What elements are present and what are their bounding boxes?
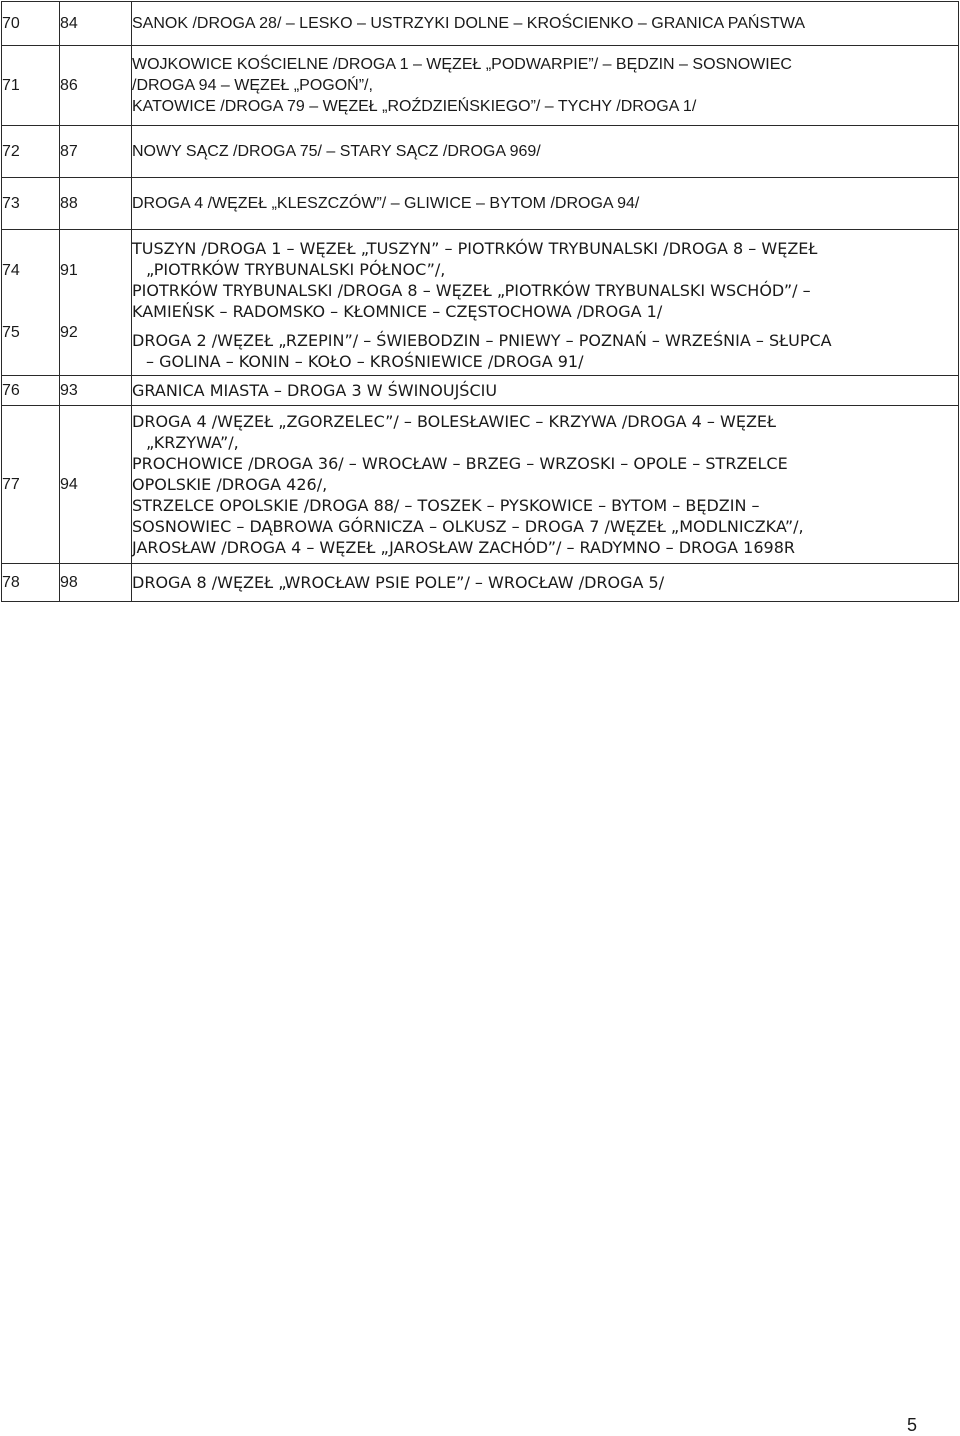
table-row (2, 178, 959, 230)
route-line: WOJKOWICE KOŚCIELNE /DROGA 1 – WĘZEŁ „PODWARPIE”/ – BĘDZIN – SOSNOWIEC (132, 56, 792, 73)
road-number-cell (60, 230, 132, 376)
route-line: SANOK /DROGA 28/ – LESKO – USTRZYKI DOLNE – KROŚCIENKO – GRANICA PAŃSTWA (132, 15, 806, 32)
table-row (2, 376, 959, 406)
route-line: „PIOTRKÓW TRYBUNALSKI PÓŁNOC”/, (146, 259, 446, 279)
route-line: /DROGA 94 – WĘZEŁ „POGOŃ”/, (132, 77, 373, 94)
lp-value: 75 (2, 324, 20, 341)
route-cell (132, 178, 959, 230)
lp-cell: 71 (2, 46, 60, 126)
road-number-cell: 94 (60, 406, 132, 564)
route-line: KATOWICE /DROGA 79 – WĘZEŁ „ROŹDZIEŃSKIEGO”/ – TYCHY /DROGA 1/ (132, 98, 697, 115)
route-cell (132, 46, 959, 126)
route-cell (132, 230, 959, 376)
road-number-value: 92 (60, 324, 78, 341)
table-row (2, 406, 959, 564)
route-line: DROGA 8 /WĘZEŁ „WROCŁAW PSIE POLE”/ – WROCŁAW /DROGA 5/ (132, 573, 665, 592)
route-line: NOWY SĄCZ /DROGA 75/ – STARY SĄCZ /DROGA 969/ (132, 143, 541, 160)
lp-cell: 73 (2, 178, 60, 230)
route-line: GRANICA MIASTA – DROGA 3 W ŚWINOUJŚCIU (132, 381, 498, 400)
lp-cell: 76 (2, 376, 60, 406)
lp-cell: 72 (2, 126, 60, 178)
table-row (2, 2, 959, 46)
lp-cell: 70 (2, 2, 60, 46)
route-cell (132, 564, 959, 602)
road-number-cell: 98 (60, 564, 132, 602)
table-row (2, 564, 959, 602)
route-line: STRZELCE OPOLSKIE /DROGA 88/ – TOSZEK – PYSKOWICE – BYTOM – BĘDZIN – (132, 496, 760, 515)
route-line: PIOTRKÓW TRYBUNALSKI /DROGA 8 – WĘZEŁ „PIOTRKÓW TRYBUNALSKI WSCHÓD”/ – (132, 280, 811, 300)
route-cell (132, 126, 959, 178)
lp-cell: 78 (2, 564, 60, 602)
road-number-cell: 93 (60, 376, 132, 406)
route-cell (132, 2, 959, 46)
road-number-cell: 88 (60, 178, 132, 230)
route-line: KAMIEŃSK – RADOMSKO – KŁOMNICE – CZĘSTOCHOWA /DROGA 1/ (132, 301, 663, 321)
table-row (2, 46, 959, 126)
route-line: DROGA 4 /WĘZEŁ „KLESZCZÓW”/ – GLIWICE – BYTOM /DROGA 94/ (132, 195, 640, 212)
route-line: DROGA 4 /WĘZEŁ „ZGORZELEC”/ – BOLESŁAWIEC – KRZYWA /DROGA 4 – WĘZEŁ (132, 412, 777, 431)
route-cell (132, 406, 959, 564)
route-line: OPOLSKIE /DROGA 426/, (132, 475, 328, 494)
route-line: PROCHOWICE /DROGA 36/ – WROCŁAW – BRZEG – WRZOSKI – OPOLE – STRZELCE (132, 454, 788, 473)
route-line: SOSNOWIEC – DĄBROWA GÓRNICZA – OLKUSZ – DROGA 7 /WĘZEŁ „MODLNICZKA”/, (132, 517, 804, 536)
route-cell (132, 376, 959, 406)
road-number-cell: 84 (60, 2, 132, 46)
route-line: – GOLINA – KONIN – KOŁO – KROŚNIEWICE /DROGA 91/ (146, 351, 584, 371)
route-line: TUSZYN /DROGA 1 – WĘZEŁ „TUSZYN” – PIOTRKÓW TRYBUNALSKI /DROGA 8 – WĘZEŁ (132, 238, 818, 258)
routes-table (1, 1, 959, 602)
table-row (2, 126, 959, 178)
route-line: JAROSŁAW /DROGA 4 – WĘZEŁ „JAROSŁAW ZACHÓD”/ – RADYMNO – DROGA 1698R (132, 538, 796, 557)
road-number-value: 91 (60, 262, 78, 279)
road-number-cell: 86 (60, 46, 132, 126)
lp-cell: 77 (2, 406, 60, 564)
page-number: 5 (907, 1415, 918, 1435)
road-number-cell: 87 (60, 126, 132, 178)
route-line: DROGA 2 /WĘZEŁ „RZEPIN”/ – ŚWIEBODZIN – PNIEWY – POZNAŃ – WRZEŚNIA – SŁUPCA (132, 330, 832, 350)
lp-value: 74 (2, 262, 20, 279)
route-line: „KRZYWA”/, (146, 433, 239, 452)
table-row (2, 230, 959, 376)
lp-cell (2, 230, 60, 376)
